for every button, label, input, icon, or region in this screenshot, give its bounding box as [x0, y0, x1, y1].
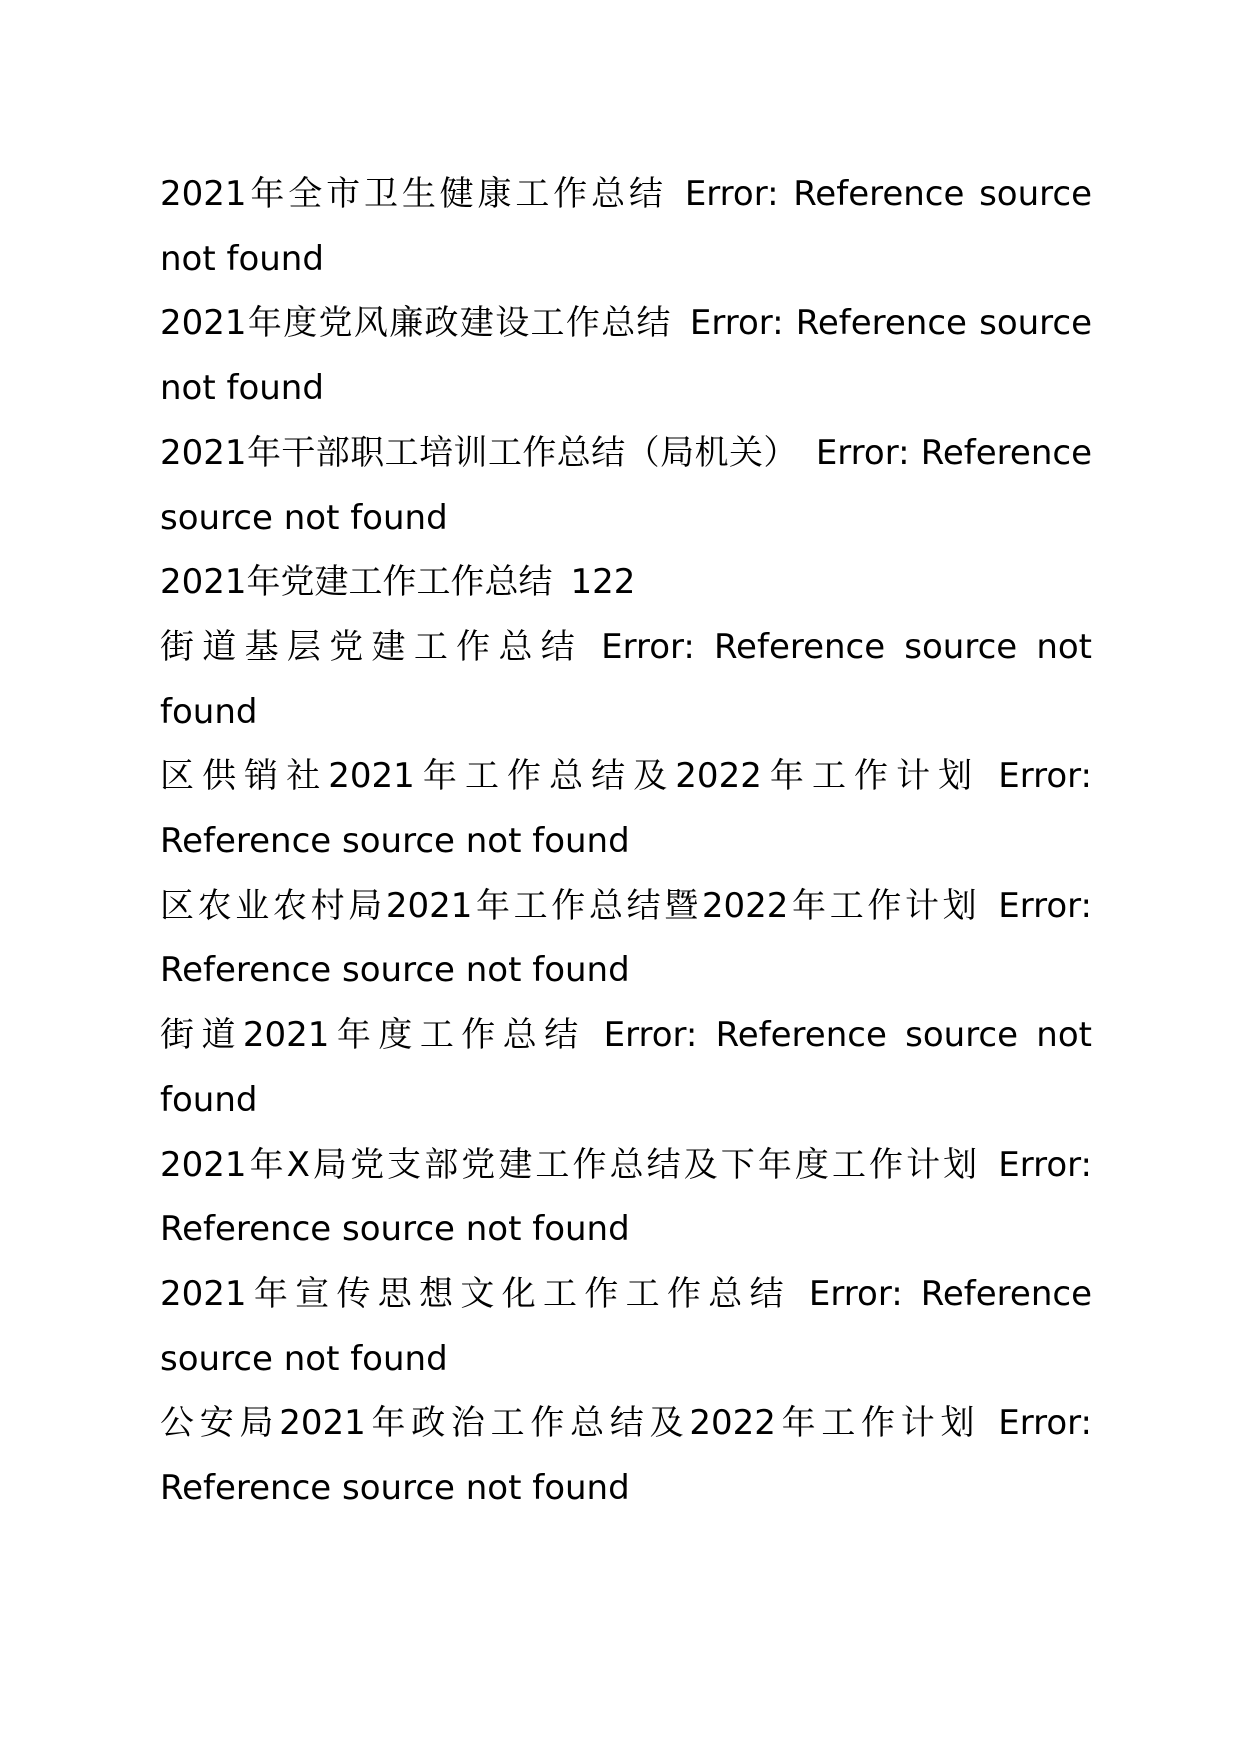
toc-entry-title: 2021年干部职工培训工作总结（局机关）	[160, 432, 798, 473]
toc-entry-title: 2021年党建工作工作总结	[160, 562, 553, 603]
toc-entry-title: 区农业农村局2021年工作总结暨2022年工作计划	[160, 885, 981, 926]
toc-entry-reference: Error: Reference source not found	[160, 174, 1092, 279]
toc-entry-title: 2021年X局党支部党建工作总结及下年度工作计划	[160, 1144, 981, 1185]
toc-entry[interactable]	[160, 615, 1092, 744]
toc-entry-title: 公安局2021年政治工作总结及2022年工作计划	[160, 1403, 981, 1444]
toc-entry-reference: Error: Reference source not found	[160, 432, 1092, 538]
toc-entry[interactable]	[160, 744, 1092, 873]
toc-entry-reference: Error: Reference source not found	[160, 756, 1092, 862]
toc-entry[interactable]	[160, 874, 1092, 1003]
toc-entry-reference: Error: Reference source not found	[160, 303, 1093, 409]
toc-entry[interactable]	[160, 550, 1092, 615]
toc-entry-title: 区供销社2021年工作总结及2022年工作计划	[160, 756, 981, 797]
toc-entry-title: 2021年宣传思想文化工作工作总结	[160, 1273, 791, 1314]
toc-entry-reference: Error: Reference source not found	[160, 885, 1092, 991]
toc-entry-page-number: 122	[570, 562, 636, 603]
toc-entry-title: 街道2021年度工作总结	[160, 1015, 586, 1056]
toc-entry[interactable]	[160, 1133, 1092, 1262]
toc-entry-title: 2021年度党风廉政建设工作总结	[160, 303, 672, 344]
toc-entry[interactable]	[160, 162, 1092, 291]
toc-entry-reference: Error: Reference source not found	[160, 626, 1092, 732]
toc-entry[interactable]	[160, 1003, 1092, 1132]
toc-entry[interactable]	[160, 291, 1092, 420]
toc-entry[interactable]	[160, 1391, 1092, 1520]
toc-entry-reference: Error: Reference source not found	[160, 1273, 1092, 1379]
toc-entry-title: 街道基层党建工作总结	[160, 626, 584, 667]
toc-entry[interactable]	[160, 1262, 1092, 1391]
table-of-contents	[160, 162, 1092, 1521]
toc-entry[interactable]	[160, 421, 1092, 550]
toc-entry-reference: Error: Reference source not found	[160, 1144, 1092, 1250]
toc-entry-title: 2021年全市卫生健康工作总结	[160, 174, 667, 214]
toc-entry-reference: Error: Reference source not found	[160, 1403, 1092, 1509]
toc-entry-reference: Error: Reference source not found	[160, 1015, 1092, 1120]
